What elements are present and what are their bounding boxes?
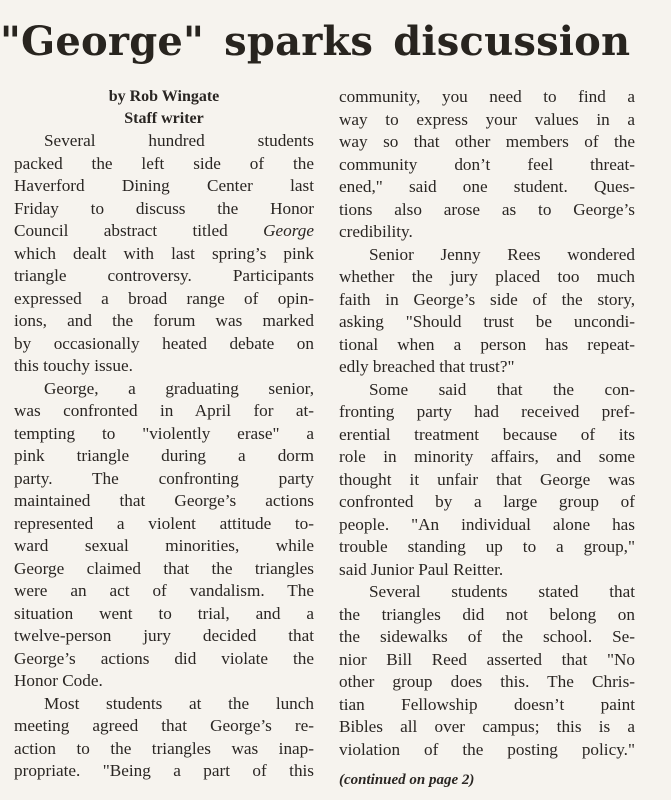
text-line: party. The confronting party — [14, 468, 314, 488]
left-column-body — [14, 130, 314, 783]
text-line: Several hundred students — [44, 131, 314, 150]
text-line: thought it unfair that George was — [339, 469, 635, 489]
text-line: packed the left side of the — [14, 153, 314, 173]
text-line: which dealt with last spring’s pink — [14, 243, 314, 263]
text-line: George claimed that the triangles — [14, 558, 314, 578]
text-line: meeting agreed that George’s re- — [14, 716, 314, 735]
text-line: community don’t feel threat- — [339, 154, 635, 174]
text-line: Several students stated that — [369, 582, 635, 601]
text-line: was confronted in April for at- — [14, 401, 314, 420]
text-line: George, a graduating senior, — [44, 378, 314, 398]
text-line: George’s actions did violate the — [14, 648, 314, 668]
text-line: by occasionally heated debate on — [14, 333, 314, 353]
text-line: Bibles all over campus; this is a — [339, 717, 635, 736]
text-line: maintained that George’s actions — [14, 491, 314, 510]
text-line: the triangles did not belong on — [339, 604, 635, 624]
text-line: propriate. "Being a part of this — [14, 761, 314, 780]
text-line: community, you need to find a — [339, 87, 635, 106]
text-line: credibility. — [339, 222, 413, 241]
text-line: tions also arose as to George’s — [339, 199, 635, 219]
continued-note: (continued on page 2) — [339, 772, 475, 788]
text-line: situation went to trial, and a — [14, 603, 314, 623]
byline-author: by Rob Wingate — [108, 88, 220, 105]
text-line: tional when a person has repeat- — [339, 334, 635, 354]
text-line: edly breached that trust?" — [339, 357, 515, 376]
text-line: twelve-person jury decided that — [14, 626, 314, 645]
text-line: expressed a broad range of opin- — [14, 288, 314, 308]
text-line: role in minority affairs, and some — [339, 447, 635, 466]
text-line: tian Fellowship doesn’t paint — [339, 694, 635, 714]
text-line: other group does this. The Chris- — [339, 672, 635, 691]
text-line: fronting party had received pref- — [339, 402, 635, 421]
text-line: Honor Code. — [14, 671, 103, 690]
text-line: were an act of vandalism. The — [14, 581, 314, 600]
right-column-body — [339, 86, 635, 761]
text-line: people. "An individual alone has — [339, 514, 635, 534]
text-line: way to express your values in a — [339, 109, 635, 129]
text-line: violation of the posting policy." — [339, 739, 635, 759]
text-line: erential treatment because of its — [339, 424, 635, 444]
text-line: this touchy issue. — [14, 356, 133, 375]
text-line: action to the triangles was inap- — [14, 738, 314, 758]
text-line: Friday to discuss the Honor — [14, 198, 314, 218]
text-line: tempting to "violently erase" a — [14, 423, 314, 443]
text-line: ened," said one student. Ques- — [339, 177, 635, 196]
text-line: Haverford Dining Center last — [14, 176, 314, 195]
text-line: Council abstract titled George — [14, 221, 314, 240]
text-line: Some said that the con- — [369, 379, 635, 399]
headline: "George" sparks discussion — [0, 18, 631, 65]
text-line: pink triangle during a dorm — [14, 446, 314, 465]
text-line: whether the jury placed too much — [339, 267, 635, 286]
text-line: said Junior Paul Reitter. — [339, 559, 504, 579]
text-line: ward sexual minorities, while — [14, 536, 314, 555]
article-column-right — [339, 86, 635, 792]
text-line: way so that other members of the — [339, 132, 635, 151]
text-line: triangle controversy. Participants — [14, 266, 314, 285]
text-line: faith in George’s side of the story, — [339, 289, 635, 309]
text-line: confronted by a large group of — [339, 492, 635, 511]
text-line: trouble standing up to a group," — [339, 537, 635, 556]
text-line: nior Bill Reed asserted that "No — [339, 649, 635, 669]
text-line: asking "Should trust be uncondi- — [339, 312, 635, 331]
text-line: ions, and the forum was marked — [14, 311, 314, 330]
text-line: represented a violent attitude to- — [14, 513, 314, 533]
text-line: Senior Jenny Rees wondered — [369, 244, 635, 264]
byline-role: Staff writer — [124, 110, 204, 127]
text-line: Most students at the lunch — [44, 693, 314, 713]
article-column-left — [14, 86, 314, 783]
text-line: the sidewalks of the school. Se- — [339, 627, 635, 646]
